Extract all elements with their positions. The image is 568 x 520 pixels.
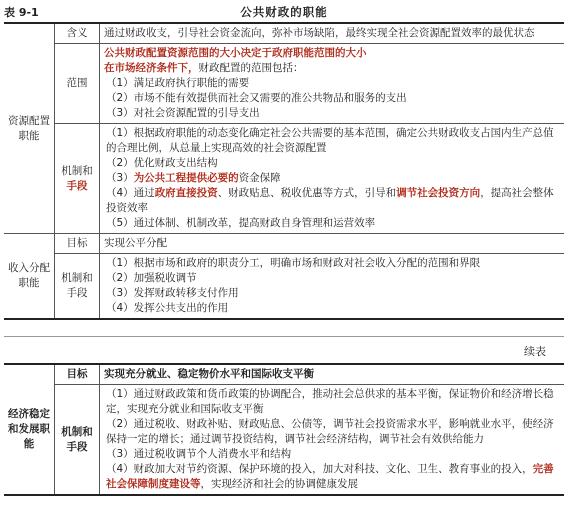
target-text: 实现充分就业、稳定物价水平和国际收支平衡	[100, 364, 565, 385]
table-row	[4, 23, 564, 44]
continued-label: 续表	[524, 345, 546, 358]
item-part: 资金保障	[238, 172, 281, 184]
functions-table	[4, 22, 564, 320]
mech-label-2: 手段	[66, 440, 88, 453]
item-highlight: 政府直接投资	[154, 187, 218, 199]
income-mechanism-cell	[100, 254, 565, 320]
table-row	[4, 254, 564, 320]
list-item	[104, 186, 560, 216]
table-row	[4, 124, 564, 234]
table-header	[4, 4, 564, 20]
meaning-text: 通过财政收支，引导社会资金流向，弥补市场缺陷，最终实现全社会资源配置效率的最优状态	[100, 23, 565, 44]
mech-label: 机制和	[61, 425, 93, 438]
stability-mechanism-cell	[100, 385, 565, 496]
list-item: （3）发挥财政转移支付作用	[106, 287, 239, 299]
list-item: （1）通过财政政策和货币政策的协调配合，推动社会总供求的基本平衡，保证物价和经济增长稳定，实现充分就业和国际收支平衡	[106, 388, 554, 415]
item-highlight: 调节社会投资方向	[396, 187, 481, 199]
mech-label-2: 手段	[66, 179, 88, 192]
item-part: 、财政贴息、税收优惠等方式，引导和	[217, 187, 397, 199]
table-row	[4, 364, 564, 385]
category-stability: 经济稳定和发展职能	[4, 364, 55, 495]
list-item: （2）市场不能有效提供而社会又需要的准公共物品和服务的支出	[106, 92, 407, 104]
table-row	[4, 234, 564, 254]
scope-cell	[100, 44, 565, 124]
table-row	[4, 385, 564, 496]
mech-label: 机制和	[61, 272, 93, 284]
list-item: （2）通过税收、财政补贴、财政贴息、公债等，调节社会投资需求水平，影响就业水平，使经济保持一定的增长；通过调节投资结构，调节社会经济结构，调节社会有效供给能力	[106, 418, 554, 445]
scope-line-2	[104, 61, 560, 76]
list-item	[104, 171, 560, 186]
row-label-meaning: 含义	[55, 23, 100, 44]
table-title: 公共财政的职能	[240, 5, 328, 19]
functions-table-continued	[4, 363, 564, 496]
item-part: （4）通过	[106, 187, 155, 199]
page-divider	[4, 336, 564, 337]
row-label-mechanism	[55, 254, 100, 320]
table-row	[4, 44, 564, 124]
row-label-target: 目标	[55, 234, 100, 254]
list-item: （2）加强税收调节	[106, 272, 197, 284]
item-part: （4）财政加大对节约资源、保护环境的投入，加大对科技、文化、卫生、教育事业的投入，	[106, 463, 533, 475]
row-label-scope: 范围	[55, 44, 100, 124]
item-highlight: 为公共工程提供必要的	[133, 172, 239, 184]
list-item: （1）满足政府执行职能的需要	[106, 77, 250, 89]
list-item: （4）发挥公共支出的作用	[106, 302, 229, 314]
table-number: 表 9-1	[4, 6, 39, 19]
item-part: ，提高社会整体投资效率	[106, 187, 554, 214]
category-resource: 资源配置职能	[4, 23, 55, 234]
mechanism-cell	[100, 124, 565, 234]
category-income: 收入分配职能	[4, 234, 55, 320]
list-item: （1）根据政府职能的动态变化确定社会公共需要的基本范围，确定公共财政收支占国内生产总值的合理比例，从总量上实现高效的社会资源配置	[106, 127, 554, 154]
row-label-mechanism	[55, 124, 100, 234]
list-item: （5）通过体制、机制改革，提高财政自身管理和运营效率	[106, 217, 376, 229]
target-text: 实现公平分配	[100, 234, 565, 254]
scope-line-2-highlight: 在市场经济条件下，	[104, 62, 199, 74]
row-label-target: 目标	[55, 364, 100, 385]
scope-line-2-rest: 财政配置的范围包括：	[198, 62, 304, 74]
scope-line-1: 公共财政配置资源范围的大小决定于政府职能范围的大小	[104, 47, 367, 59]
row-label-mechanism	[55, 385, 100, 496]
list-item: （3）通过税收调节个人消费水平和结构	[106, 448, 292, 460]
item-highlight: 完善社会保障制度建设等	[106, 463, 554, 490]
item-part: （3）	[106, 172, 134, 184]
list-item: （3）对社会资源配置的引导支出	[106, 107, 260, 119]
mech-label-2: 手段	[66, 287, 88, 299]
mech-label: 机制和	[61, 164, 93, 177]
list-item: （2）优化财政支出结构	[106, 157, 218, 169]
list-item	[104, 462, 560, 492]
list-item: （1）根据市场和政府的职责分工，明确市场和财政对社会收入分配的范围和界限	[106, 257, 481, 269]
item-part: ，实现经济和社会的协调健康发展	[200, 478, 358, 490]
